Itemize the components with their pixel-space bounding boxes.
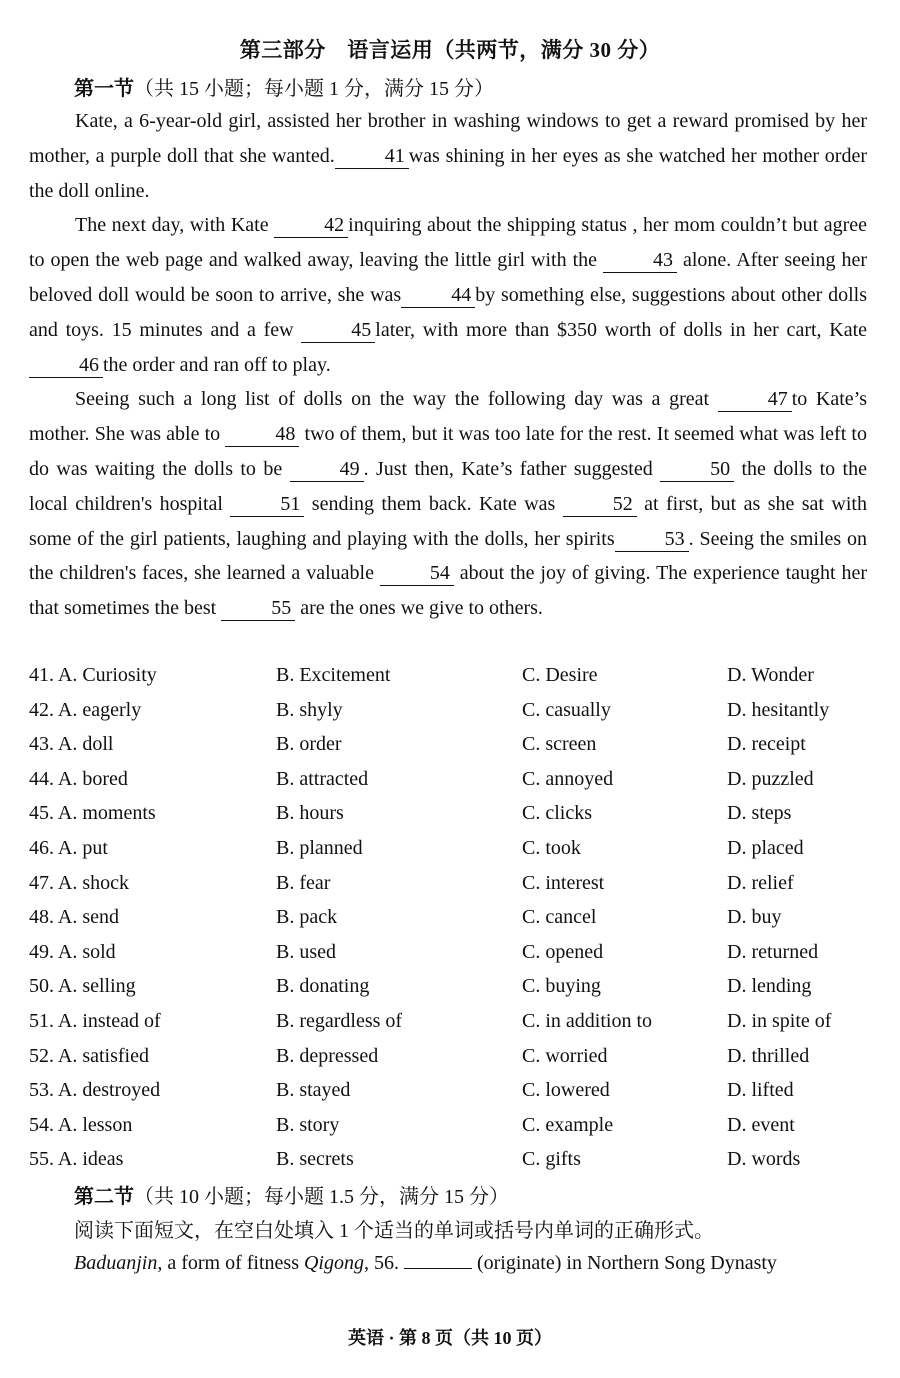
option-a: 50. A. selling — [29, 975, 136, 998]
option-a: 44. A. bored — [29, 767, 128, 790]
blank-45: 45 — [301, 318, 375, 343]
option-c: C. opened — [522, 940, 604, 963]
option-c: C. Desire — [522, 664, 598, 686]
passage-text: about the joy of giving. The experience taught her that sometimes the best — [29, 562, 867, 620]
option-c: C. cancel — [522, 906, 597, 929]
blank-44: 44 — [401, 283, 475, 308]
option-d: D. puzzled — [727, 767, 814, 790]
option-c: C. annoyed — [522, 767, 614, 790]
option-c: C. interest — [522, 871, 605, 894]
option-b: B. planned — [276, 836, 363, 859]
option-d: D. thrilled — [727, 1044, 810, 1067]
option-d: D. in spite of — [727, 1009, 832, 1032]
option-a: 49. A. sold — [29, 940, 116, 963]
cloze-options — [29, 664, 879, 1183]
passage-text: Kate, a 6-year-old girl, assisted her brother in washing windows to get a reward promised by her mother, a purple doll that she wanted. — [29, 110, 867, 167]
section2-first-line — [74, 1252, 777, 1275]
passage-text: two of them, but it was too late for the rest. It seemed what was left to do was waiting the dolls to be — [29, 423, 867, 480]
section2-note: （共 10 小题；每小题 1.5 分，满分 15 分） — [134, 1186, 509, 1208]
blank-48: 48 — [225, 422, 299, 447]
option-row — [29, 768, 879, 803]
page-footer: 英语 · 第 8 页（共 10 页） — [347, 1328, 552, 1348]
option-a: 48. A. send — [29, 906, 119, 929]
line-text-3: (originate) in Northern Song Dynasty — [471, 1252, 777, 1274]
option-b: B. story — [276, 1113, 340, 1136]
passage-paragraph — [29, 382, 867, 626]
option-d: D. returned — [727, 940, 819, 963]
option-row — [29, 975, 879, 1010]
option-b: B. pack — [276, 906, 338, 929]
passage-text: the dolls to the local children's hospital — [29, 457, 867, 515]
option-d: D. Wonder — [727, 664, 814, 686]
option-c: C. buying — [522, 975, 601, 998]
option-d: D. buy — [727, 906, 782, 929]
option-a: 52. A. satisfied — [29, 1044, 149, 1067]
option-b: B. hours — [276, 802, 344, 825]
blank-49: 49 — [290, 457, 364, 482]
passage-text: sending them back. Kate was — [304, 492, 563, 515]
passage-paragraph — [29, 208, 867, 382]
line-text-1: , a form of fitness — [157, 1252, 304, 1274]
option-c: C. screen — [522, 733, 597, 756]
option-b: B. shyly — [276, 698, 343, 721]
option-d: D. receipt — [727, 733, 806, 756]
term-qigong: Qigong — [303, 1252, 364, 1274]
passage-text: The next day, with Kate — [75, 214, 275, 237]
passage-text: inquiring about the shipping status , her mom couldn’t but agree to open the web page and walked away, leaving the little girl with the — [29, 214, 868, 272]
blank-47: 47 — [718, 387, 792, 412]
option-d: D. lending — [727, 975, 812, 998]
option-b: B. used — [276, 940, 336, 963]
option-d: D. placed — [727, 836, 804, 859]
option-row — [29, 1114, 879, 1149]
blank-53: 53 — [615, 527, 689, 552]
option-b: B. donating — [276, 975, 370, 998]
option-a: 47. A. shock — [29, 871, 129, 894]
option-row — [29, 802, 879, 837]
option-d: D. relief — [727, 871, 794, 894]
blank-43: 43 — [603, 248, 677, 273]
passage-text: the order and ran off to play. — [103, 353, 331, 376]
option-c: C. gifts — [522, 1148, 581, 1171]
option-b: B. stayed — [276, 1079, 351, 1102]
option-row — [29, 941, 879, 976]
option-b: B. secrets — [276, 1148, 354, 1171]
option-row — [29, 837, 879, 872]
passage-text: alone. After seeing her beloved doll would be soon to arrive, she was — [29, 249, 867, 306]
option-b: B. attracted — [276, 767, 369, 790]
section1-title: 第一节 — [74, 78, 134, 100]
passage-paragraph — [29, 104, 867, 208]
option-row — [29, 699, 879, 734]
blank-51: 51 — [230, 492, 304, 517]
option-row — [29, 1045, 879, 1080]
option-c: C. casually — [522, 698, 611, 721]
option-b: B. order — [276, 733, 342, 756]
blank-42: 42 — [274, 213, 348, 238]
option-d: D. hesitantly — [727, 698, 830, 721]
passage-text: by something else, suggestions about other dolls and toys. 15 minutes and a few — [29, 283, 867, 341]
option-a: 55. A. ideas — [29, 1148, 124, 1171]
option-a: 53. A. destroyed — [29, 1079, 161, 1102]
section2-heading — [74, 1180, 509, 1209]
blank-46: 46 — [29, 353, 103, 378]
option-d: D. words — [727, 1148, 801, 1171]
option-c: C. took — [522, 836, 581, 859]
option-a: 45. A. moments — [29, 802, 156, 825]
option-d: D. event — [727, 1113, 795, 1136]
passage-text: . Just then, Kate’s father suggested — [363, 457, 661, 480]
passage-text: Seeing such a long list of dolls on the way the following day was a great — [75, 388, 718, 411]
option-b: B. fear — [276, 871, 331, 894]
option-c: C. in addition to — [522, 1009, 652, 1032]
option-a: 54. A. lesson — [29, 1113, 133, 1136]
section1-note: （共 15 小题；每小题 1 分，满分 15 分） — [134, 78, 494, 100]
line-text-2: , 56. — [363, 1252, 404, 1274]
part-title: 第三部分 语言运用（共两节，满分 30 分） — [239, 38, 661, 62]
blank-54: 54 — [380, 561, 454, 586]
option-b: B. Excitement — [276, 664, 391, 686]
blank-55: 55 — [221, 596, 295, 621]
blank-41: 41 — [335, 144, 409, 169]
option-c: C. lowered — [522, 1079, 610, 1102]
passage-text: later, with more than $350 worth of dolls in her cart, Kate — [375, 318, 868, 341]
option-a: 46. A. put — [29, 836, 108, 859]
option-c: C. example — [522, 1113, 614, 1136]
passage-text: to Kate’s mother. She was able to — [29, 388, 868, 446]
passage-text: . Seeing the smiles on the children's faces, she learned a valuable — [29, 527, 868, 585]
option-b: B. regardless of — [276, 1009, 403, 1032]
option-d: D. lifted — [727, 1079, 794, 1102]
option-a: 42. A. eagerly — [29, 698, 142, 721]
option-a: 51. A. instead of — [29, 1009, 161, 1032]
option-row — [29, 733, 879, 768]
option-row — [29, 872, 879, 907]
option-b: B. depressed — [276, 1044, 379, 1067]
passage-text: at first, but as she sat with some of the girl patients, laughing and playing with the dolls, her spirits — [29, 492, 867, 550]
cloze-passage — [29, 104, 867, 626]
blank-52: 52 — [563, 492, 637, 517]
blank-50: 50 — [660, 457, 734, 482]
option-a: 41. A. Curiosity — [29, 664, 157, 686]
option-row — [29, 1010, 879, 1045]
option-c: C. clicks — [522, 802, 592, 825]
section1-heading — [74, 72, 494, 101]
term-baduanjin: Baduanjin — [74, 1252, 158, 1274]
option-row — [29, 1079, 879, 1114]
option-c: C. worried — [522, 1044, 608, 1067]
passage-text: are the ones we give to others. — [295, 597, 543, 620]
section2-instruction: 阅读下面短文，在空白处填入 1 个适当的单词或括号内单词的正确形式。 — [74, 1220, 714, 1242]
blank-56 — [404, 1268, 472, 1269]
option-row — [29, 906, 879, 941]
section2-title: 第二节 — [74, 1186, 134, 1208]
option-row — [29, 1148, 879, 1183]
option-d: D. steps — [727, 802, 792, 825]
option-row — [29, 664, 879, 699]
passage-text: was shining in her eyes as she watched her mother order the doll online. — [29, 144, 868, 202]
option-a: 43. A. doll — [29, 733, 114, 756]
